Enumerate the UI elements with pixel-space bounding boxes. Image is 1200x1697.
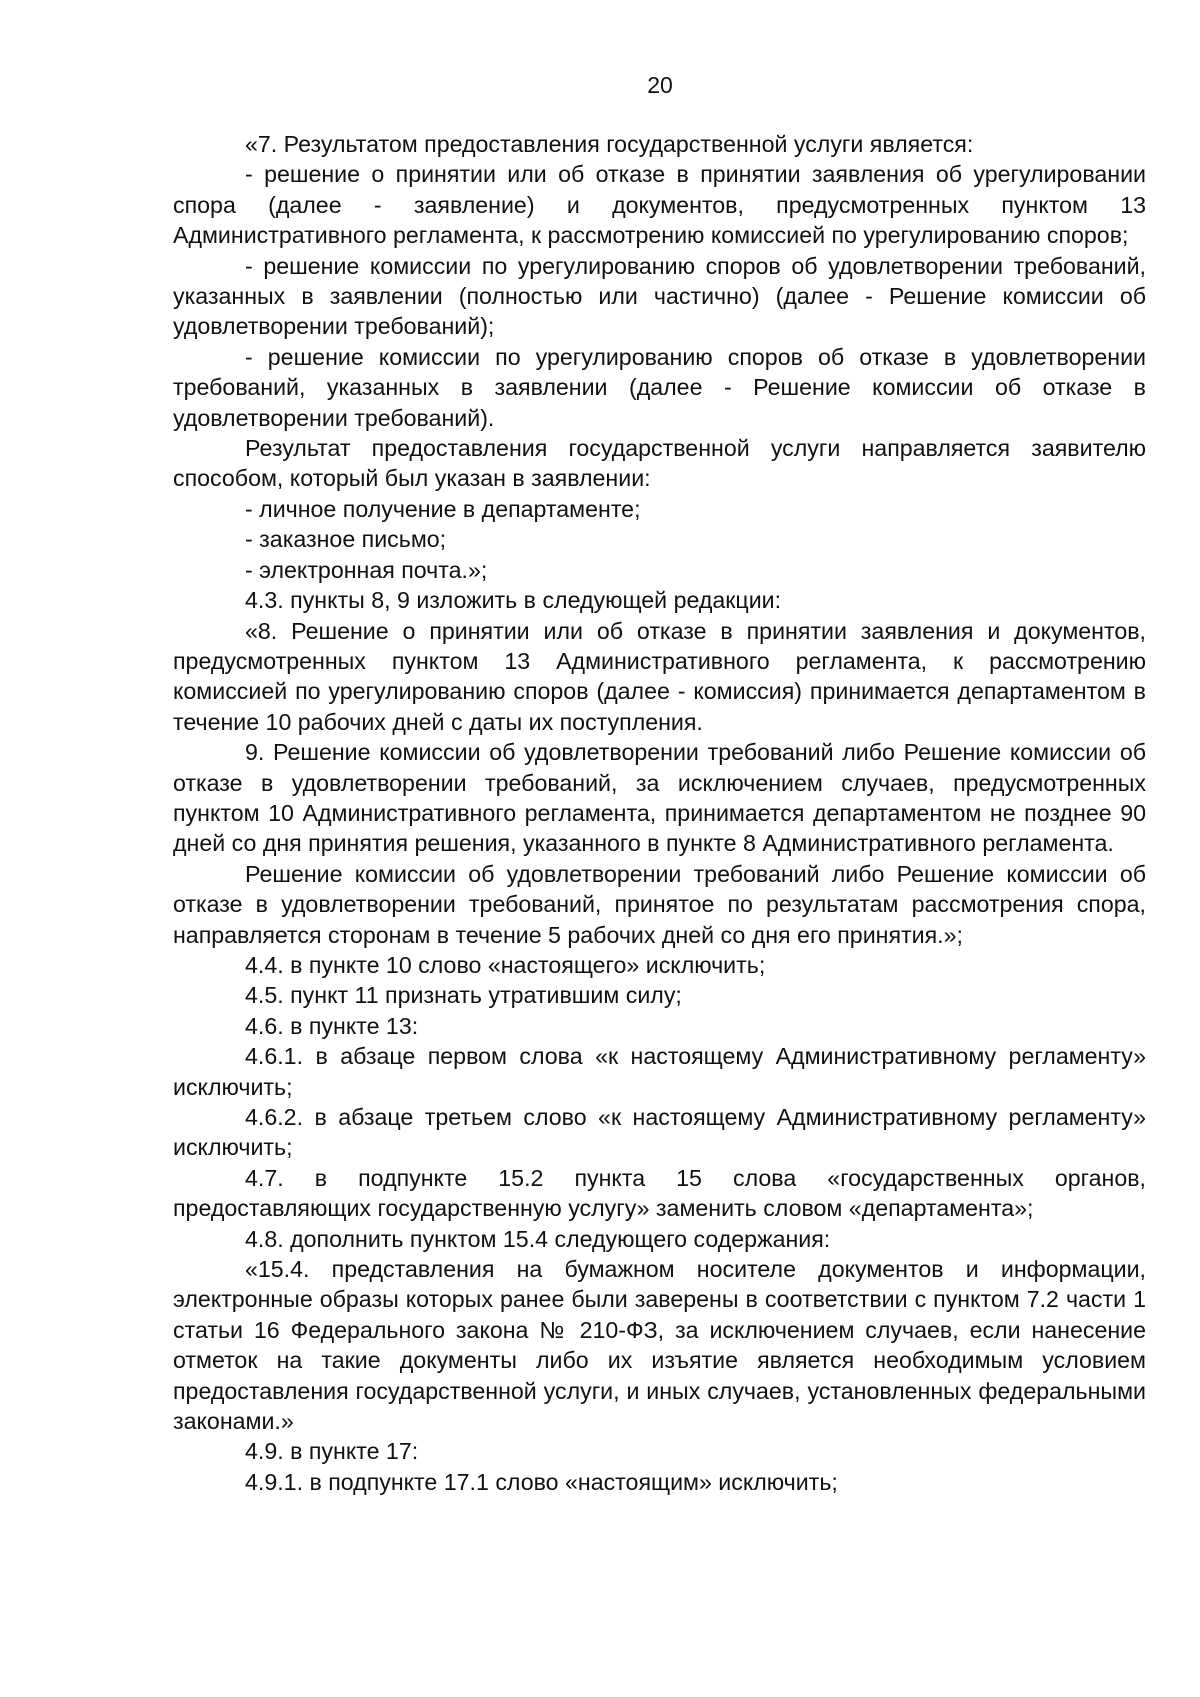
paragraph-clause-15-4: «15.4. представления на бумажном носителе документов и информации, электронные образы которых ранее были заверены в соответствии с пунктом 7.2 части 1 статьи 16 Федерального закона № 210-ФЗ, за исключением случаев, если нанесение отметок на такие документы либо их изъятие является необходимым условием предоставления государственной услуги, и иных случаев, установленных федеральными законами.» [173, 1256, 1146, 1435]
paragraph-result-intro: «7. Результатом предоставления государственной услуги является: [245, 131, 974, 157]
paragraph-amendment-4-4: 4.4. в пункте 10 слово «настоящего» исключить; [245, 951, 766, 978]
paragraph-clause-9-notification: Решение комиссии об удовлетворении требований либо Решение комиссии об отказе в удовлетворении требований, принятое по результатам рассмотрения спора, направляется сторонам в течение 5 рабочих дней со дня его принятия.»; [173, 860, 1146, 948]
paragraph-delivery-registered-mail: - заказное письмо; [245, 526, 447, 553]
document-body [173, 129, 1146, 1497]
paragraph-delivery-email: - электронная почта.»; [245, 556, 488, 583]
paragraph-amendment-4-9: 4.9. в пункте 17: [245, 1438, 419, 1465]
paragraph-item-decision-refusal: - решение комиссии по урегулированию споров об отказе в удовлетворении требований, указанных в заявлении (далее - Решение комиссии об отказе в удовлетворении требований). [173, 343, 1146, 431]
paragraph-amendment-4-5: 4.5. пункт 11 признать утратившим силу; [245, 982, 682, 1009]
paragraph-amendment-4-6-2: 4.6.2. в абзаце третьем слово «к настоящему Административному регламенту» исключить; [173, 1104, 1146, 1161]
paragraph-amendment-4-7: 4.7. в подпункте 15.2 пункта 15 слова «государственных органов, предоставляющих государственную услугу» заменить словом «департамента»; [173, 1164, 1146, 1222]
paragraph-clause-8: «8. Решение о принятии или об отказе в принятии заявления и документов, предусмотренных пунктом 13 Административного регламента, к рассмотрению комиссией по урегулированию споров (далее - комиссия) принимается департаментом в течение 10 рабочих дней с даты их поступления. [173, 617, 1146, 735]
paragraph-amendment-4-9-1: 4.9.1. в подпункте 17.1 слово «настоящим» исключить; [245, 1468, 838, 1495]
paragraph-delivery-personal: - личное получение в департаменте; [245, 495, 641, 522]
paragraph-amendment-4-6: 4.6. в пункте 13: [245, 1012, 419, 1039]
paragraph-clause-9: 9. Решение комиссии об удовлетворении требований либо Решение комиссии об отказе в удовлетворении требований, за исключением случаев, предусмотренных пунктом 10 Административного регламента, принимается департаментом не позднее 90 дней со дня принятия решения, указанного в пункте 8 Административного регламента. [173, 739, 1146, 857]
paragraph-item-decision-satisfaction: - решение комиссии по урегулированию споров об удовлетворении требований, указанных в заявлении (полностью или частично) (далее - Решение комиссии об удовлетворении требований); [173, 252, 1146, 340]
paragraph-amendment-4-6-1: 4.6.1. в абзаце первом слова «к настоящему Административному регламенту» исключить; [173, 1043, 1146, 1100]
page-number: 20 [647, 72, 673, 98]
paragraph-result-delivery: Результат предоставления государственной услуги направляется заявителю способом, который был указан в заявлении: [173, 435, 1146, 492]
paragraph-amendment-4-8: 4.8. дополнить пунктом 15.4 следующего содержания: [245, 1225, 831, 1252]
paragraph-amendment-4-3: 4.3. пункты 8, 9 изложить в следующей редакции: [245, 587, 782, 614]
paragraph-item-decision-acceptance: - решение о принятии или об отказе в принятии заявления об урегулировании спора (далее - заявление) и документов, предусмотренных пунктом 13 Административного регламента, к рассмотрению комиссией по урегулированию споров; [173, 161, 1146, 249]
